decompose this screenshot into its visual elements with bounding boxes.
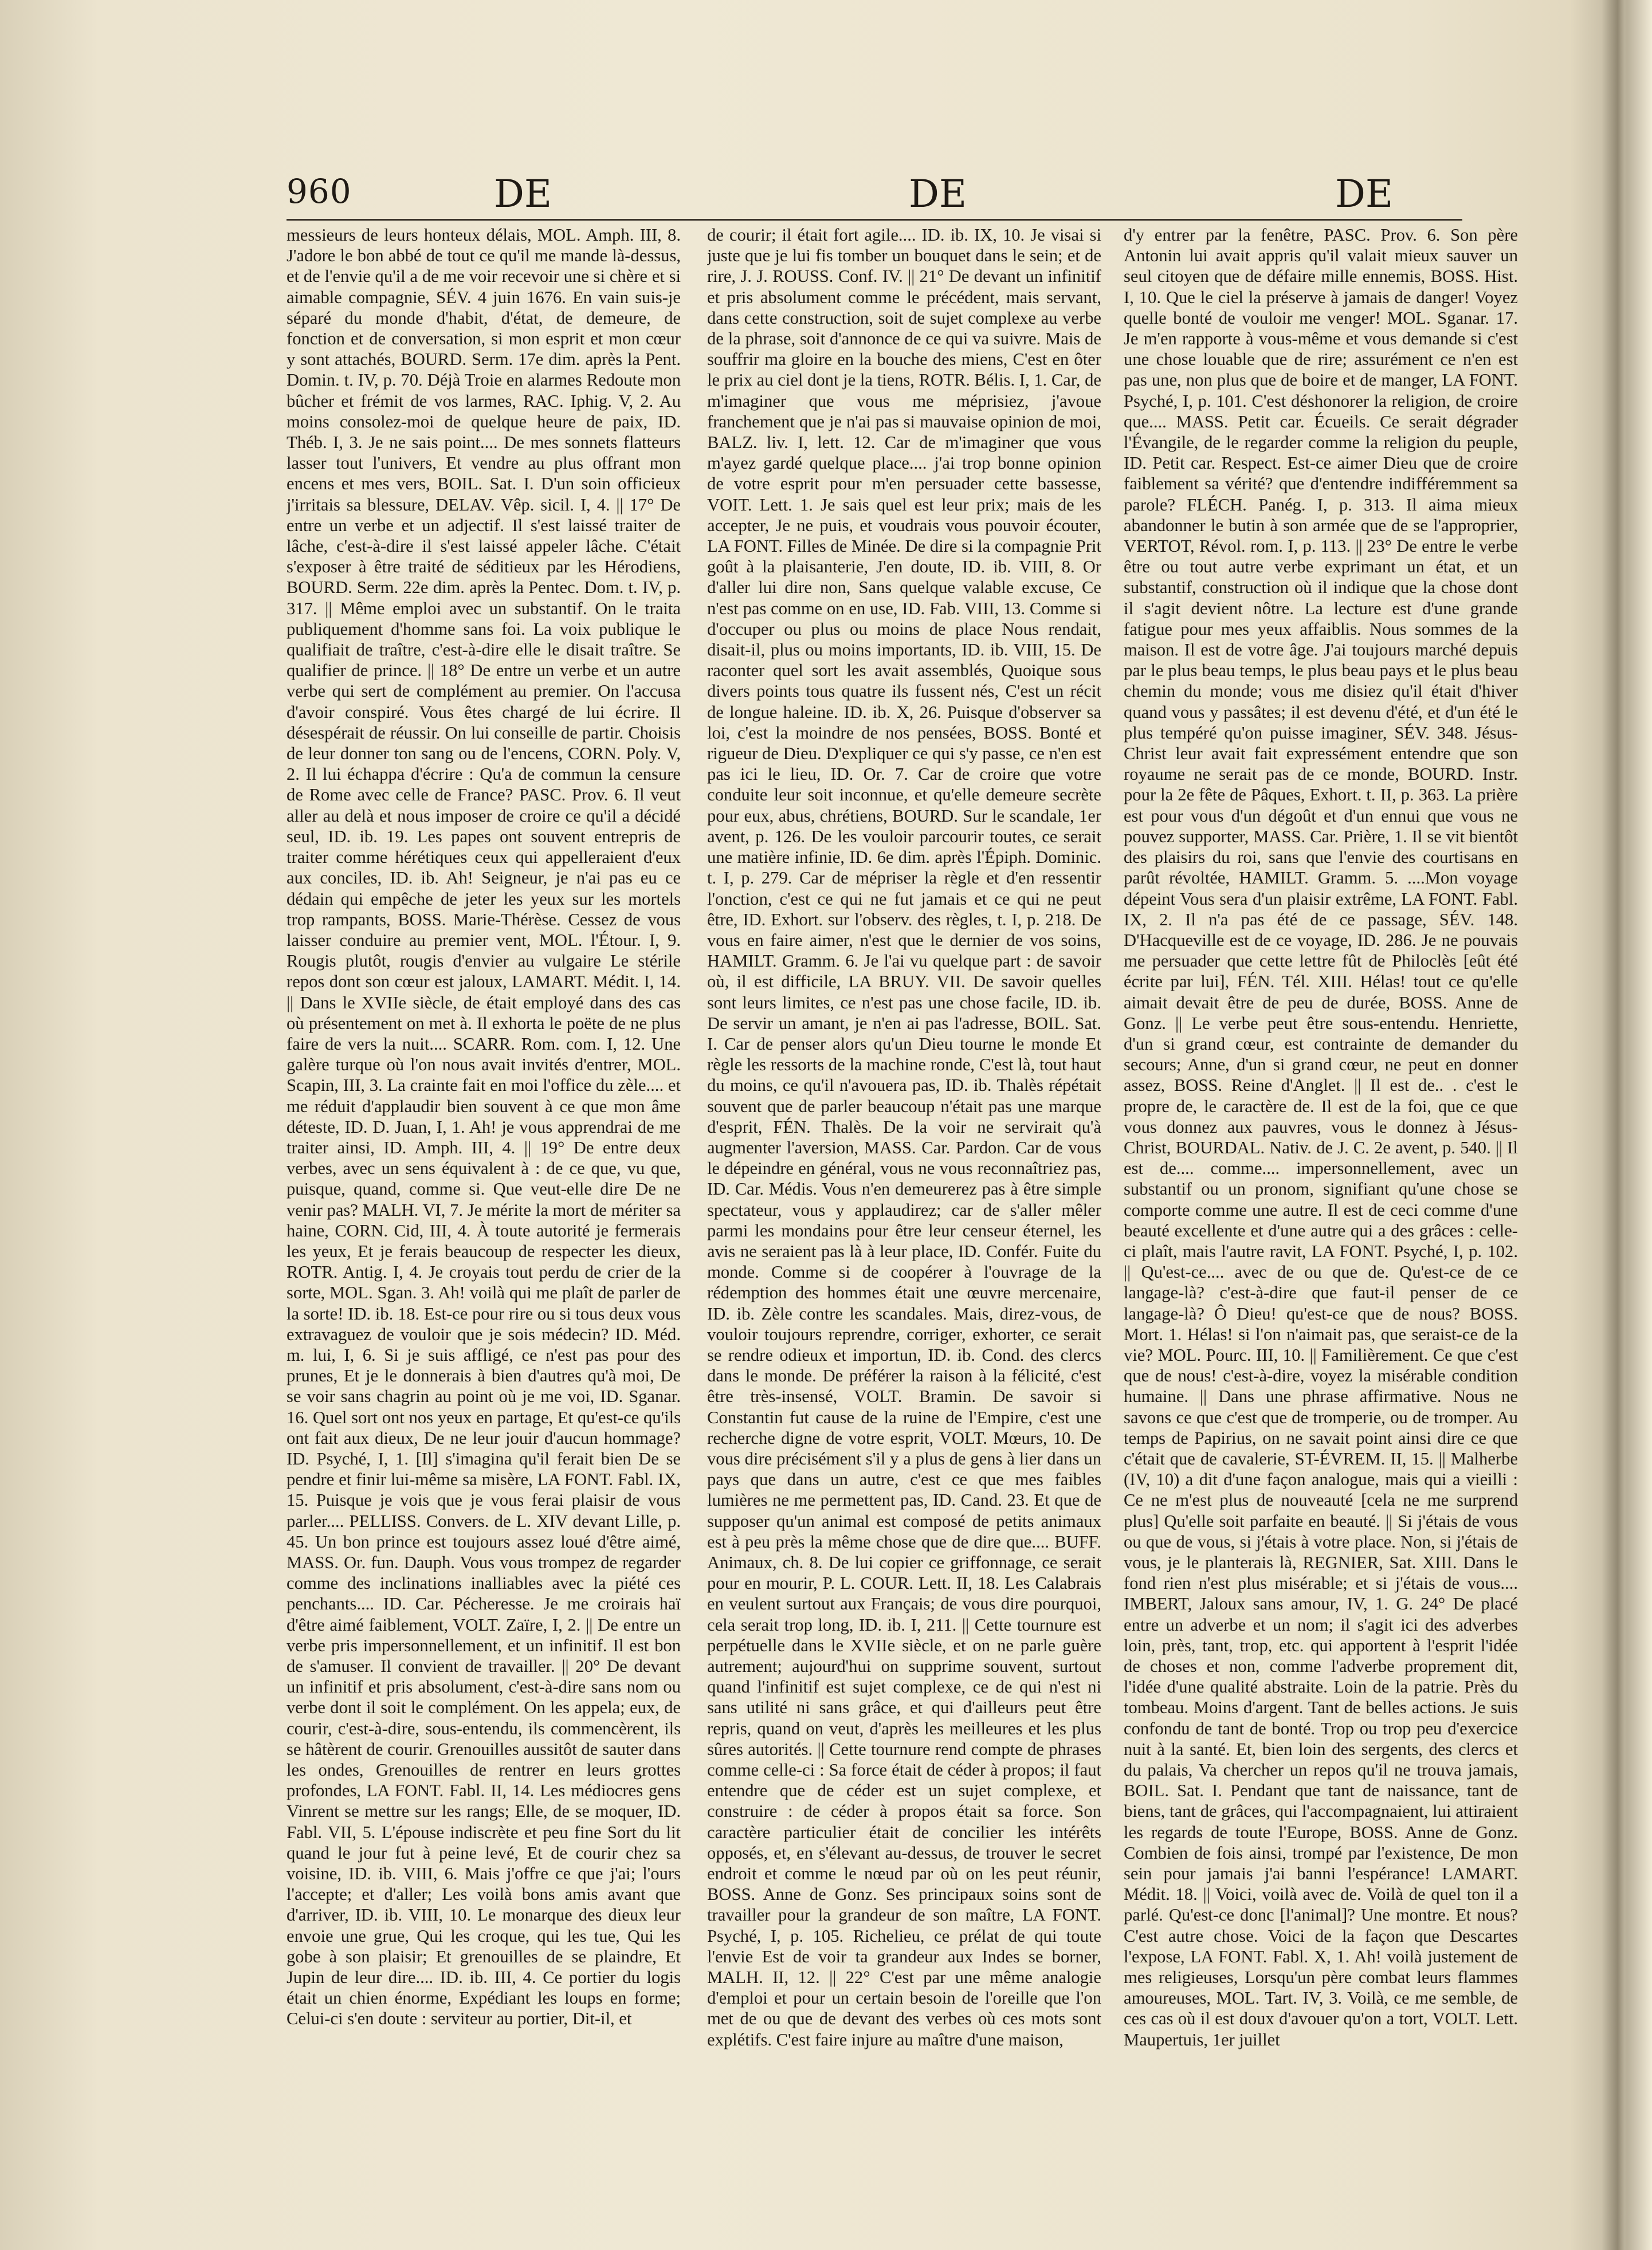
text-column-middle: de courir; il était fort agile.... ID. ib. IX, 10. Je visai si juste que je lui fis tomber un bouquet dans le sein; et de rire, J. J. ROUSS. Conf. IV. || 21° De devant un infinitif et pris absolument comme le précédent, mais servant, dans cette construction, soit de sujet complexe au verbe de la phrase, soit d'annonce de ce qui va suivre. Mais de souffrir ma gloire en la bouche des miens, C'est en ôter le prix au ciel dont je la tiens, ROTR. Bélis. I, 1. Car, de m'imaginer que vous me méprisiez, j'avoue franchement que je n'ai pas si mauvaise opinion de moi, BALZ. liv. I, lett. 12. Car de m'imaginer que vous m'ayez gardé quelque place.... j'ai trop bonne opinion de votre esprit pour m'en persuader cette bassesse, VOIT. Lett. 1. Je sais quel est leur prix; mais de les accepter, Je ne puis, et voudrais vous pouvoir écouter, LA FONT. Filles de Minée. De dire si la compagnie Prit goût à la plaisanterie, J'en doute, ID. ib. VIII, 8. Or d'aller lui dire non, Sans quelque valable excuse, Ce n'est pas comme on en use, ID. Fab. VIII, 13. Comme si d'occuper ou plus ou moins de place Nous rendait, disait-il, plus ou moins importants, ID. ib. VIII, 15. De raconter quel sort les avait assemblés, Quoique sous divers points tous quatre ils fussent nés, C'est un récit de longue haleine. ID. ib. X, 26. Puisque d'observer sa loi, c'est la moindre de nos pensées, BOSS. Bonté et rigueur de Dieu. D'expliquer ce qui s'y passe, ce n'en est pas ici le lieu, ID. Or. 7. Car de croire que votre conduite leur soit inconnue, et qu'elle demeure secrète pour eux, abus, chrétiens, BOURD. Sur le scandale, 1er avent, p. 126. De les vouloir parcourir toutes, ce serait une matière infinie, ID. 6e dim. après l'Épiph. Dominic. t. I, p. 279. Car de mépriser la règle et d'en ressentir l'onction, c'est ce qui ne fut jamais et ce qui ne peut être, ID. Exhort. sur l'observ. des règles, t. I, p. 218. De vous en faire aimer, n'est que le dernier de vos soins, HAMILT. Gramm. 6. Je l'ai vu quelque part : de savoir où, il est difficile, LA BRUY. VII. De savoir quelles sont leurs limites, ce n'est pas une chose facile, ID. ib. De servir un amant, je n'en ai pas l'adresse, BOIL. Sat. I. Car de penser alors qu'un Dieu tourne le monde Et règle les ressorts de la machine ronde, C'est là, tout haut du moins, ce qu'il n'avouera pas, ID. ib. Thalès répétait souvent que de parler beaucoup n'était pas une marque d'esprit, FÉN. Thalès. De la voir ne servirait qu'à augmenter l'aversion, MASS. Car. Pardon. Car de vous le dépeindre en général, vous ne vous reconnaîtriez pas, ID. Car. Médis. Vous n'en demeurerez pas à être simple spectateur, vous y applaudirez; car de s'aller mêler parmi les mondains pour être leur censeur éternel, les avis ne seraient pas là à leur place, ID. Confér. Fuite du monde. Comme si de coopérer à l'ouvrage de la rédemption des hommes était une œuvre mercenaire, ID. ib. Zèle contre les scandales. Mais, direz-vous, de vouloir toujours reprendre, corriger, exhorter, ce serait se rendre odieux et importun, ID. ib. Cond. des clercs dans le monde. De préférer la raison à la félicité, c'est être très-insensé, VOLT. Bramin. De savoir si Constantin fut cause de la ruine de l'Empire, c'est une recherche digne de votre esprit, VOLT. Mœurs, 10. De vous dire précisément s'il y a plus de gens à lier dans un pays que dans un autre, c'est ce que mes faibles lumières ne me permettent pas, ID. Cand. 23. Et que de supposer qu'un animal est composé de petits animaux est à peu près la même chose que de dire que.... BUFF. Animaux, ch. 8. De lui copier ce griffonnage, ce serait pour en mourir, P. L. COUR. Lett. II, 18. Les Calabrais en veulent surtout aux Français; de vous dire pourquoi, cela serait trop long, ID. ib. I, 211. || Cette tournure est perpétuelle dans le XVIIe siècle, et on ne parle guère autrement; aujourd'hui on supprime souvent, surtout quand l'infinitif est sujet complexe, ce de qui n'est ni sans utilité ni sans grâce, et qui d'ailleurs peut être repris, quand on veut, d'après les meilleures et les plus sûres autorités. || Cette tournure rend compte de phrases comme celle-ci : Sa force était de céder à propos; il faut entendre que de céder est un sujet complexe, et construire : de céder à propos était sa force. Son caractère particulier était de concilier les intérêts opposés, et, en s'élevant au-dessus, de trouver le secret endroit et comme le nœud par où on les peut réunir, BOSS. Anne de Gonz. Ses principaux soins sont de travailler pour la grandeur de son maître, LA FONT. Psyché, I, p. 105. Richelieu, ce prélat de qui toute l'envie Est de voir ta grandeur aux Indes se borner, MALH. II, 12. || 22° C'est par une même analogie d'emploi et pour un certain besoin de l'oreille que l'on met de ou que de devant des verbes où ces mots sont explétifs. C'est faire injure au maître d'une maison,: [707, 225, 1101, 2049]
running-headword-left: DE: [494, 172, 552, 216]
running-headword-center: DE: [909, 172, 967, 216]
header-rule: [287, 219, 1462, 221]
running-headword-right: DE: [1335, 172, 1394, 216]
page-edge-shadow: [1602, 0, 1624, 2250]
text-column-left: messieurs de leurs honteux délais, MOL. Amph. III, 8. J'adore le bon abbé de tout ce qu'il me mande là-dessus, et de l'envie qu'il a de me voir recevoir une si chère et si aimable compagnie, SÉV. 4 juin 1676. En vain suis-je séparé du monde d'habit, d'état, de demeure, de fonction et de conversation, si mon esprit et mon cœur y sont attachés, BOURD. Serm. 17e dim. après la Pent. Domin. t. IV, p. 70. Déjà Troie en alarmes Redoute mon bûcher et frémit de vos larmes, RAC. Iphig. V, 2. Au moins consolez-moi de quelque heure de paix, ID. Théb. I, 3. Je ne sais point.... De mes sonnets flatteurs lasser tout l'univers, Et vendre au plus offrant mon encens et mes vers, BOIL. Sat. I. D'un soin officieux j'irritais sa blessure, DELAV. Vêp. sicil. I, 4. || 17° De entre un verbe et un adjectif. Il s'est laissé traiter de lâche, c'est-à-dire il s'est laissé appeler lâche. C'était s'exposer à être traité de séditieux par les Hérodiens, BOURD. Serm. 22e dim. après la Pentec. Dom. t. IV, p. 317. || Même emploi avec un substantif. On le traita publiquement d'homme sans foi. La voix publique le qualifiait de traître, c'est-à-dire elle le disait traître. Se qualifier de prince. || 18° De entre un verbe et un autre verbe qui sert de complément au premier. On l'accusa d'avoir conspiré. Vous êtes chargé de lui écrire. Il désespérait de réussir. On lui conseille de partir. Choisis de leur donner ton sang ou de l'encens, CORN. Poly. V, 2. Il lui échappa d'écrire : Qu'a de commun la censure de Rome avec celle de France? PASC. Prov. 6. Il veut aller au delà et nous imposer de croire ce qu'il a décidé seul, ID. ib. 19. Les papes ont souvent entrepris de traiter comme hérétiques ceux qui appelleraient d'eux aux conciles, ID. ib. Ah! Seigneur, je n'ai pas eu ce dédain qui empêche de jeter les yeux sur les mortels trop rampants, BOSS. Marie-Thérèse. Cessez de vous laisser conduire au premier vent, MOL. l'Étour. I, 9. Rougis plutôt, rougis d'envier au vulgaire Le stérile repos dont son cœur est jaloux, LAMART. Médit. I, 14. || Dans le XVIIe siècle, de était employé dans des cas où présentement on met à. Il exhorta le poëte de ne plus faire de vers la nuit.... SCARR. Rom. com. I, 12. Une galère turque où l'on nous avait invités d'entrer, MOL. Scapin, III, 3. La crainte fait en moi l'office du zèle.... et me réduit d'applaudir bien souvent à ce que mon âme déteste, ID. D. Juan, I, 1. Ah! je vous apprendrai de me traiter ainsi, ID. Amph. III, 4. || 19° De entre deux verbes, avec un sens équivalent à : de ce que, vu que, puisque, quand, comme si. Que veut-elle dire De ne venir pas? MALH. VI, 7. Je mérite la mort de mériter sa haine, CORN. Cid, III, 4. À toute autorité je fermerais les yeux, Et je ferais beaucoup de respecter les dieux, ROTR. Antig. I, 4. Je croyais tout perdu de crier de la sorte, MOL. Sgan. 3. Ah! voilà qui me plaît de parler de la sorte! ID. ib. 18. Est-ce pour rire ou si tous deux vous extravaguez de vouloir que je sois médecin? ID. Méd. m. lui, I, 6. Si je suis affligé, ce n'est pas pour des prunes, Et je le donnerais à bien d'autres qu'à moi, De se voir sans chagrin au point où je me voi, ID. Sganar. 16. Quel sort ont nos yeux en partage, Et qu'est-ce qu'ils ont fait aux dieux, De ne leur jouir d'aucun hommage? ID. Psyché, I, 1. [Il] s'imagina qu'il ferait bien De se pendre et finir lui-même sa misère, LA FONT. Fabl. IX, 15. Puisque je vois que je vous ferai plaisir de vous parler.... PELLISS. Convers. de L. XIV devant Lille, p. 45. Un bon prince est toujours assez loué d'être aimé, MASS. Or. fun. Dauph. Vous vous trompez de regarder comme des inclinations inalliables avec la piété ces penchants.... ID. Car. Pécheresse. Je me croirais haï d'être aimé faiblement, VOLT. Zaïre, I, 2. || De entre un verbe pris impersonnellement, et un infinitif. Il est bon de s'amuser. Il convient de travailler. || 20° De devant un infinitif et pris absolument, c'est-à-dire sans nom ou verbe dont il soit le complément. On les appela; eux, de courir, c'est-à-dire, sous-entendu, ils commencèrent, ils se hâtèrent de courir. Grenouilles aussitôt de sauter dans les ondes, Grenouilles de rentrer en leurs grottes profondes, LA FONT. Fabl. II, 14. Les médiocres gens Vinrent se mettre sur les rangs; Elle, de se moquer, ID. Fabl. VII, 5. L'épouse indiscrète et peu fine Sort du lit quand le jour fut à peine levé, Et de courir chez sa voisine, ID. ib. VIII, 6. Mais j'offre ce que j'ai; l'ours l'accepte; et d'aller; Les voilà bons amis avant que d'arriver, ID. ib. VIII, 10. Le monarque des dieux leur envoie une grue, Qui les croque, qui les tue, Qui les gobe à son plaisir; Et grenouilles de se plaindre, Et Jupin de leur dire.... ID. ib. III, 4. Ce portier du logis était un chien énorme, Expédiant les loups en forme; Celui-ci s'en doute : serviteur au portier, Dit-il, et: [287, 225, 681, 2029]
text-column-right: d'y entrer par la fenêtre, PASC. Prov. 6. Son père Antonin lui avait appris qu'il valait mieux sauver un seul citoyen que de défaire mille ennemis, BOSS. Hist. I, 10. Que le ciel la préserve à jamais de danger! Voyez quelle bonté de vouloir me venger! MOL. Sganar. 17. Je m'en rapporte à vous-même et vous demande si c'est une chose louable que de rire; assurément ce n'en est pas une, non plus que de boire et de manger, LA FONT. Psyché, I, p. 101. C'est déshonorer la religion, de croire que.... MASS. Petit car. Écueils. Ce serait dégrader l'Évangile, de le regarder comme la religion du peuple, ID. Petit car. Respect. Est-ce aimer Dieu que de croire faiblement sa vérité? que d'entendre indifféremment sa parole? FLÉCH. Panég. I, p. 313. Il aima mieux abandonner le butin à son armée que de se l'approprier, VERTOT, Révol. rom. I, p. 113. || 23° De entre le verbe être ou tout autre verbe exprimant un état, et un substantif, construction où il indique que la chose dont il s'agit devient nôtre. La lecture est d'une grande fatigue pour mes yeux affaiblis. Nous sommes de la maison. Il est de votre âge. J'ai toujours marché depuis par le plus beau temps, le plus beau pays et le plus beau chemin du monde; vous me disiez qu'il était d'hiver quand vous y passâtes; il est devenu d'été, et d'un été le plus tempéré qu'on puisse imaginer, SÉV. 348. Jésus-Christ leur avait fait expressément entendre que son royaume ne serait pas de ce monde, BOURD. Instr. pour la 2e fête de Pâques, Exhort. t. II, p. 363. La prière est pour vous d'un dégoût et d'un ennui que vous ne pouvez supporter, MASS. Car. Prière, 1. Il se vit bientôt des plaisirs du roi, sans que l'envie des courtisans en parût révoltée, HAMILT. Gramm. 5. ....Mon voyage dépeint Vous sera d'un plaisir extrême, LA FONT. Fabl. IX, 2. Il n'a pas été de ce passage, SÉV. 148. D'Hacqueville est de ce voyage, ID. 286. Je ne pouvais me persuader que cette lettre fût de Philoclès [eût été écrite par lui], FÉN. Tél. XIII. Hélas! tout ce qu'elle aimait devait être de peu de durée, BOSS. Anne de Gonz. || Le verbe peut être sous-entendu. Henriette, d'un si grand cœur, est contrainte de demander du secours; Anne, d'un si grand cœur, ne peut en donner assez, BOSS. Reine d'Anglet. || Il est de.. . c'est le propre de, le caractère de. Il est de la foi, que ce que vous donnez aux pauvres, vous le donnez à Jésus-Christ, BOURDAL. Nativ. de J. C. 2e avent, p. 540. || Il est de.... comme.... impersonnellement, avec un substantif ou un pronom, signifiant qu'une chose se comporte comme une autre. Il est de ceci comme d'une beauté excellente et d'une autre qui a des grâces : celle-ci plaît, mais l'autre ravit, LA FONT. Psyché, I, p. 102. || Qu'est-ce.... avec de ou que de. Qu'est-ce de ce langage-là? c'est-à-dire que faut-il penser de ce langage-là? Ô Dieu! qu'est-ce que de nous? BOSS. Mort. 1. Hélas! si l'on n'aimait pas, que seraist-ce de la vie? MOL. Pourc. III, 10. || Familièrement. Ce que c'est que de nous! c'est-à-dire, voyez la misérable condition humaine. || Dans une phrase affirmative. Nous ne savons ce que c'est que de tromperie, ou de tromper. Au temps de Papirius, on ne savait point ainsi dire ce que c'était que de cavalerie, ST-ÉVREM. II, 15. || Malherbe (IV, 10) a dit d'une façon analogue, mais qui a vieilli : Ce ne m'est plus de nouveauté [cela ne me surprend plus] Qu'elle soit parfaite en beauté. || Si j'étais de vous ou que de vous, si j'étais à votre place. Non, si j'étais de vous, je le planterais là, REGNIER, Sat. XIII. Dans le fond rien n'est plus misérable; et si j'étais de vous.... IMBERT, Jaloux sans amour, IV, 1. G. 24° De placé entre un adverbe et un nom; il s'agit ici des adverbes loin, près, tant, trop, etc. qui apportent à l'esprit l'idée de choses et non, comme l'adverbe proprement dit, l'idée d'une qualité abstraite. Loin de la patrie. Près du tombeau. Moins d'argent. Tant de belles actions. Je suis confondu de tant de bonté. Trop ou trop peu d'exercice nuit à la santé. Et, bien loin des sergents, des clercs et du palais, Va chercher un repos qu'il ne trouva jamais, BOIL. Sat. I. Pendant que tant de naissance, tant de biens, tant de grâces, qui l'accompagnaient, lui attiraient les regards de toute l'Europe, BOSS. Anne de Gonz. Combien de fois ainsi, trompé par l'existence, De mon sein pour jamais j'ai banni l'espérance! LAMART. Médit. 18. || Voici, voilà avec de. Voilà de quel ton il a parlé. Qu'est-ce donc [l'animal]? Une montre. Et nous? C'est autre chose. Voici de la façon que Descartes l'expose, LA FONT. Fabl. X, 1. Ah! voilà justement de mes religieuses, Lorsqu'un père combat leurs flammes amoureuses, MOL. Tart. IV, 3. Voilà, ce me semble, de ces cas où il est doux d'avouer qu'on a tort, VOLT. Lett. Maupertuis, 1er juillet: [1124, 225, 1518, 2049]
page-number: 960: [287, 172, 352, 211]
